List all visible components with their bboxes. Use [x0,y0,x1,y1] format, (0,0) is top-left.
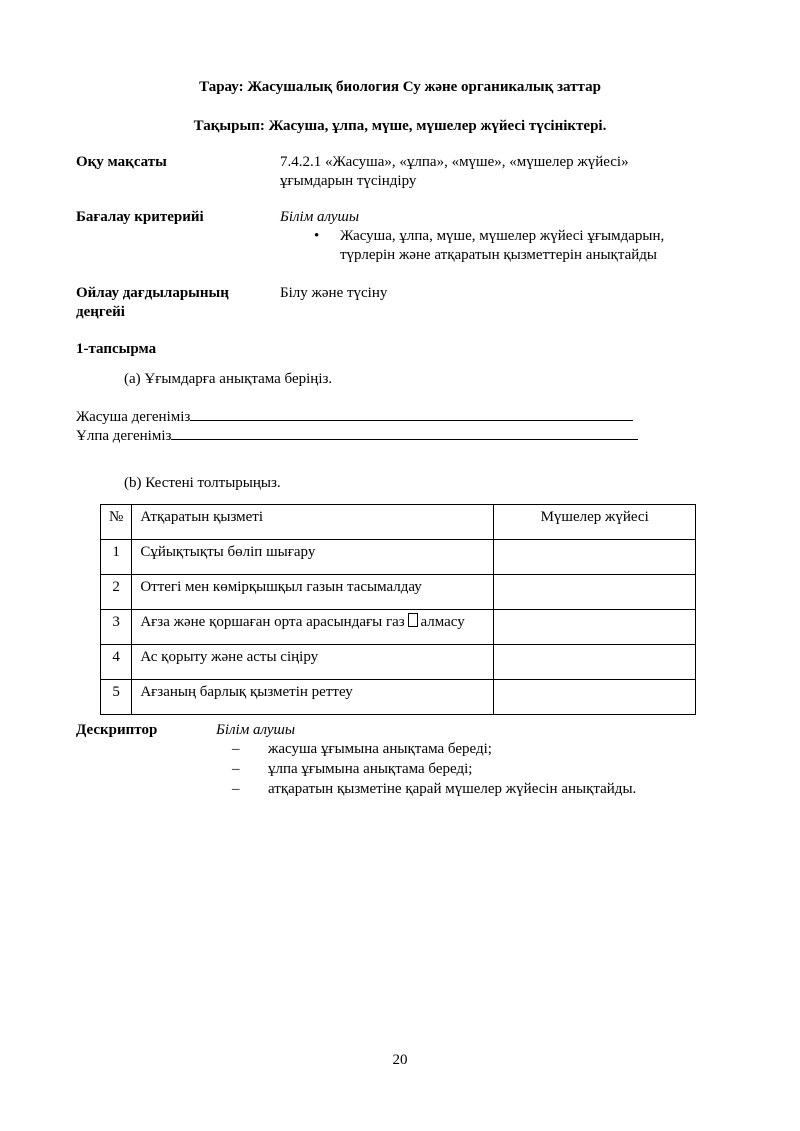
descriptor-item-text: ұлпа ұғымына анықтама береді; [268,761,473,777]
dash-icon: – [232,781,240,797]
tissue-definition-row [76,425,638,446]
row-system-cell[interactable] [494,610,696,645]
task-part-a: (a) Ұғымдарға анықтама беріңіз. [124,371,333,387]
criteria-label: Бағалау критерийі [76,209,204,225]
header-function: Атқаратын қызметі [132,505,494,540]
thinking-label-line1: Ойлау дағдыларының [76,285,229,301]
list-item [232,760,712,780]
row-num: 1 [101,540,132,575]
table-row [101,575,696,610]
header-num: № [101,505,132,540]
thinking-value: Білу және түсіну [280,285,388,301]
row-system-cell[interactable] [494,540,696,575]
task-title: 1-тапсырма [76,341,157,357]
section-title: Тарау: Жасушалық биология Су және органикалық заттар [199,79,601,95]
criteria-bullet-line1: Жасуша, ұлпа, мүше, мүшелер жүйесі ұғымдарын, [340,228,665,244]
row-num: 5 [101,680,132,715]
row-function-after: алмасу [420,614,465,630]
tissue-answer-line[interactable] [171,425,638,440]
cell-prompt: Жасуша дегеніміз [76,409,191,425]
table-row [101,680,696,715]
row-num: 2 [101,575,132,610]
criteria-bullet-line2: түрлерін және атқаратын қызметтерін анықтайды [340,247,657,263]
tissue-prompt: Ұлпа дегеніміз [76,428,172,444]
header-system: Мүшелер жүйесі [494,505,696,540]
dash-icon: – [232,741,240,757]
descriptor-item-text: атқаратын қызметіне қарай мүшелер жүйесін анықтайды. [268,781,637,797]
descriptor-intro: Білім алушы [216,722,296,738]
thinking-label-line2: деңгейі [76,304,125,320]
row-system-cell[interactable] [494,575,696,610]
objective-value-line2: ұғымдарын түсіндіру [280,173,417,189]
cell-definition-row [76,406,633,427]
row-function [132,610,494,645]
row-function: Оттегі мен көмірқышқыл газын тасымалдау [132,575,494,610]
row-system-cell[interactable] [494,680,696,715]
row-function: Ас қорыту және асты сіңіру [132,645,494,680]
table-row [101,610,696,645]
functions-table [100,504,696,715]
row-function: Ағзаның барлық қызметін реттеу [132,680,494,715]
row-system-cell[interactable] [494,645,696,680]
row-function: Сұйықтықты бөліп шығару [132,540,494,575]
topic-title: Тақырып: Жасуша, ұлпа, мүше, мүшелер жүйесі түсініктері. [193,118,607,134]
page-number: 20 [392,1052,408,1068]
row-num: 3 [101,610,132,645]
bullet-icon: • [314,228,320,244]
objective-label: Оқу мақсаты [76,154,167,170]
table-row [101,645,696,680]
missing-glyph-icon [408,613,418,627]
criteria-intro: Білім алушы [280,209,360,225]
descriptor-list [232,740,712,800]
descriptor-label: Дескриптор [76,722,158,738]
cell-answer-line[interactable] [190,406,633,421]
list-item [232,780,712,800]
dash-icon: – [232,761,240,777]
objective-value-line1: 7.4.2.1 «Жасуша», «ұлпа», «мүше», «мүшелер жүйесі» [280,154,629,170]
row-function-before: Ағза және қоршаған орта арасындағы газ [140,614,405,630]
criteria-bullet [314,227,714,267]
table-row [101,540,696,575]
descriptor-item-text: жасуша ұғымына анықтама береді; [268,741,492,757]
list-item [232,740,712,760]
table-header-row [101,505,696,540]
task-part-b: (b) Кестені толтырыңыз. [124,475,281,491]
row-num: 4 [101,645,132,680]
